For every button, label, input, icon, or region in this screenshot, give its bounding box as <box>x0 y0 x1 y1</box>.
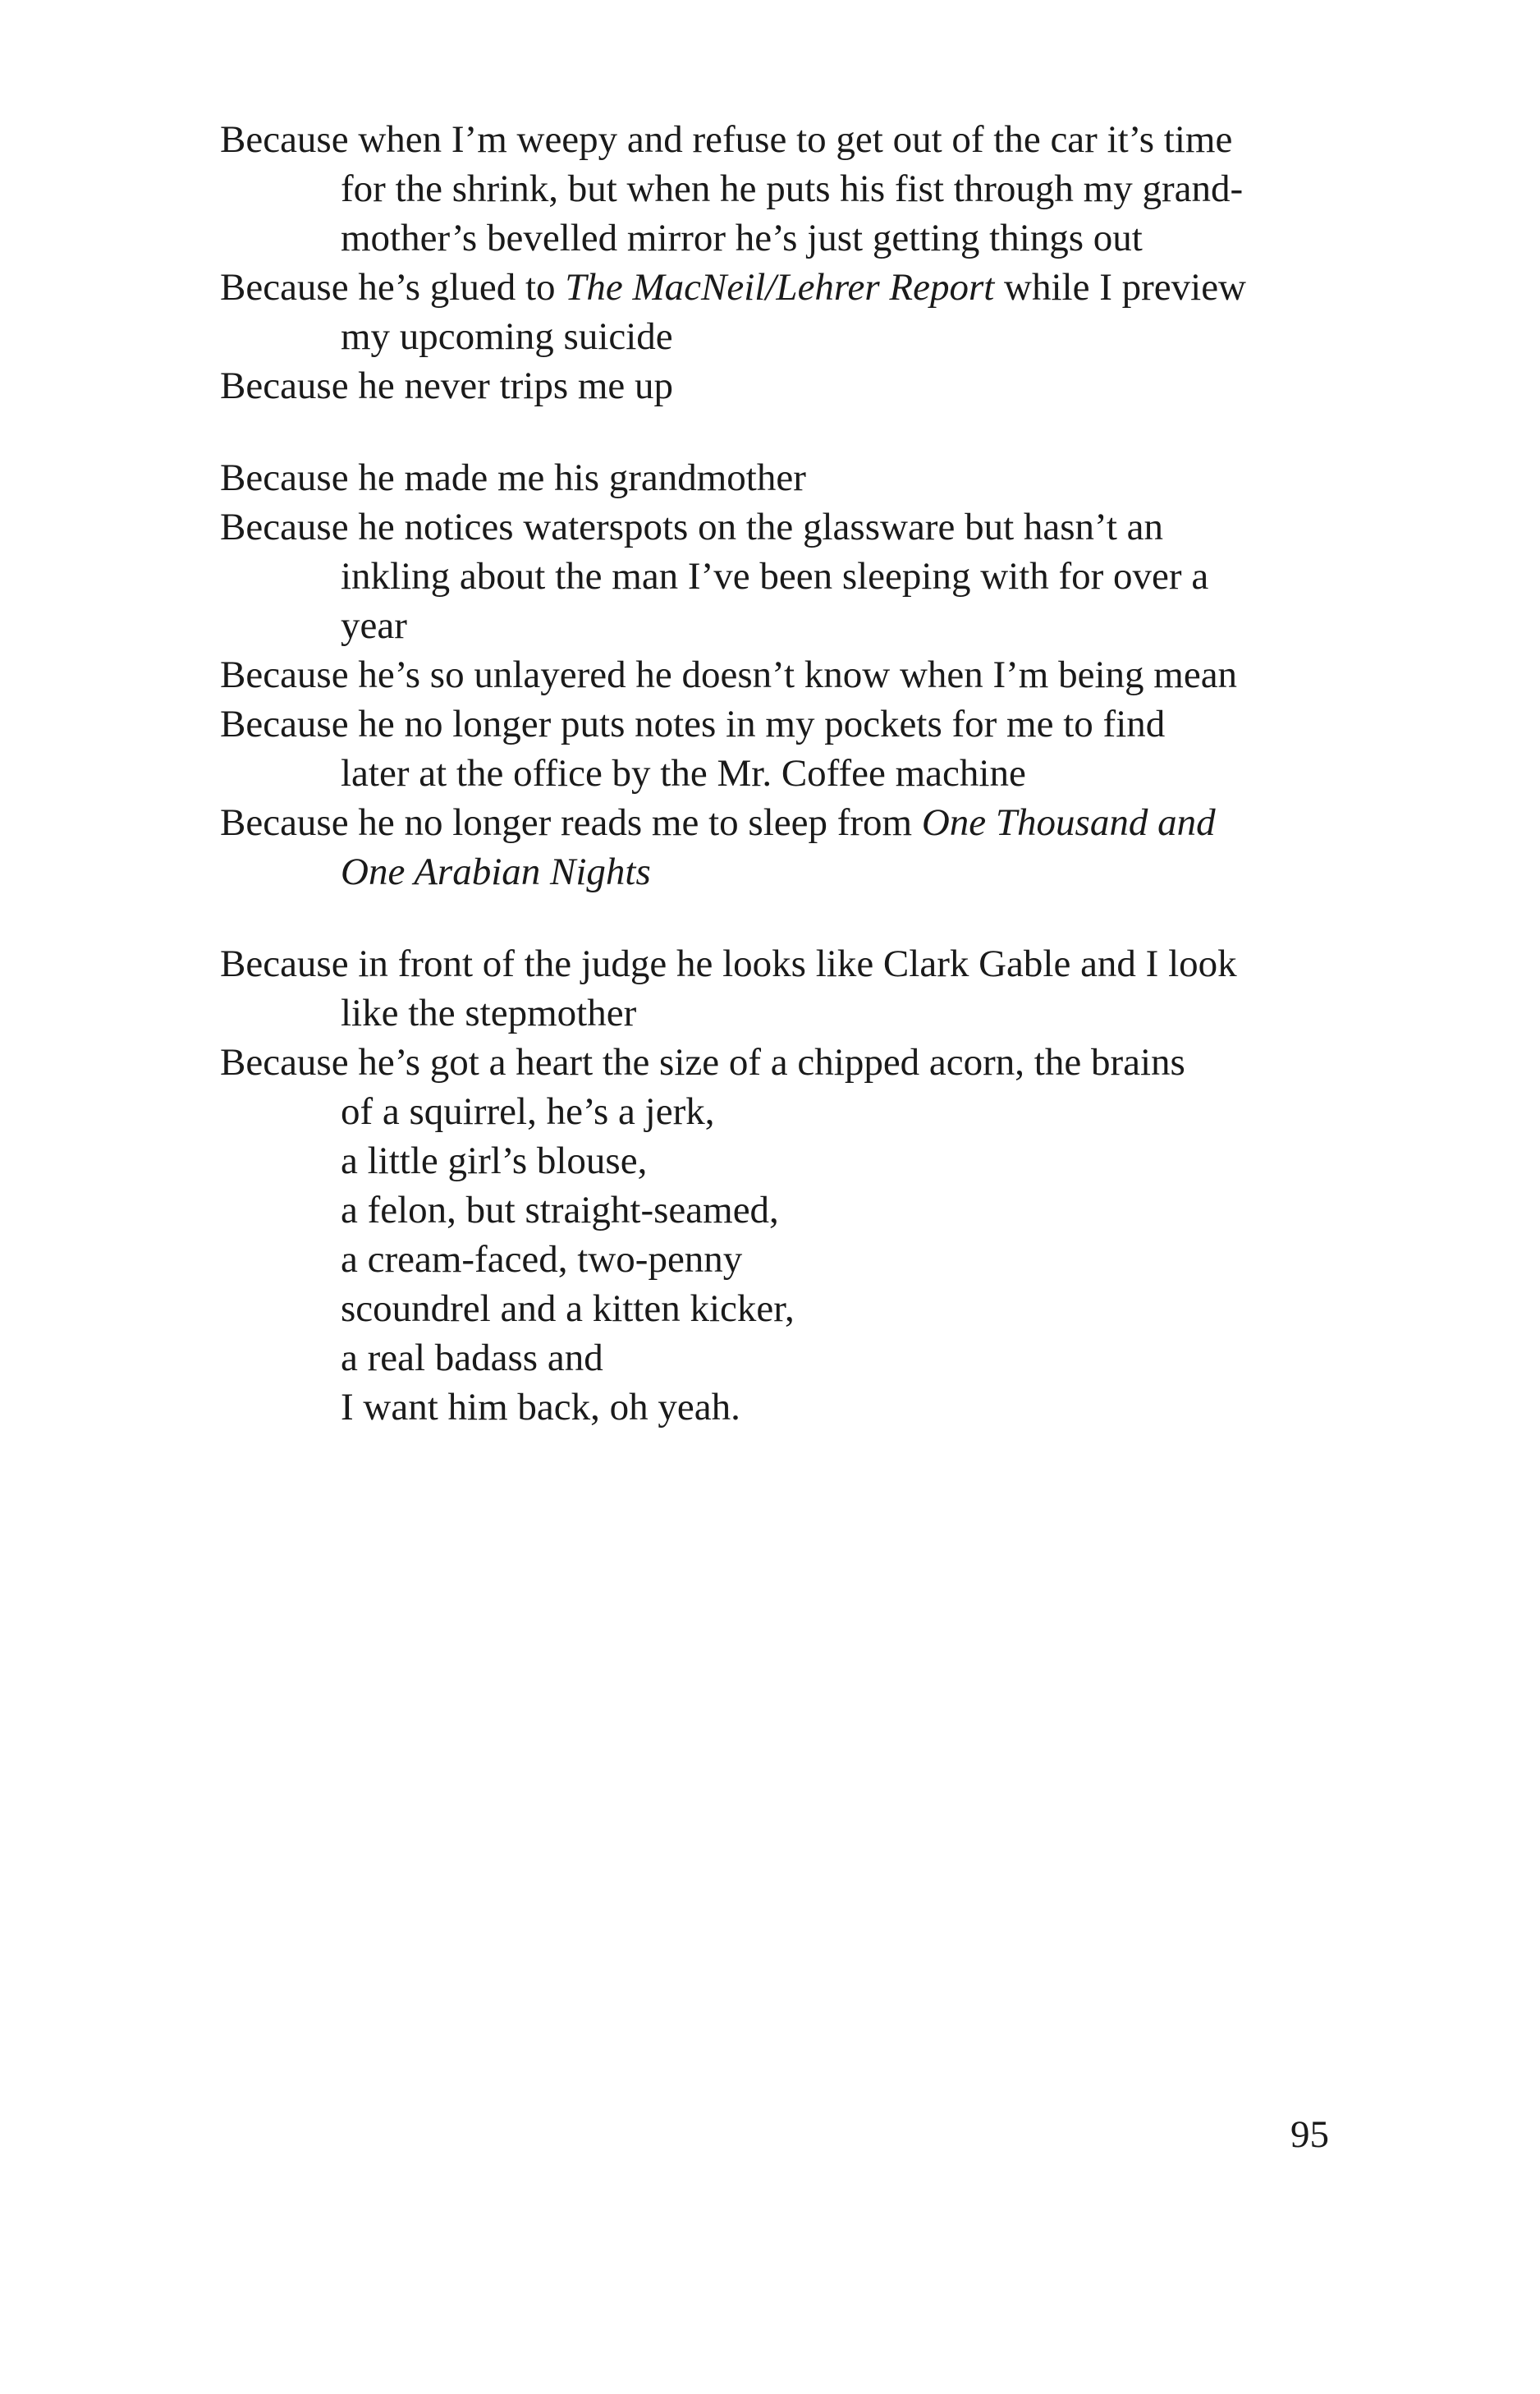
poem-line: Because when I’m weepy and refuse to get out of the car it’s time <box>220 118 1233 161</box>
poem-line: Because in front of the judge he looks like Clark Gable and I look <box>220 942 1237 985</box>
poem-line <box>220 798 1369 847</box>
poem-line: Because he no longer puts notes in my pockets for me to find <box>220 703 1166 745</box>
poem-line-continuation: of a squirrel, he’s a jerk, <box>341 1090 715 1133</box>
poem-line: Because he’s got a heart the size of a chipped acorn, the brains <box>220 1041 1185 1084</box>
poem-line-continuation: mother’s bevelled mirror he’s just getting things out <box>341 217 1143 259</box>
poem-line-continuation: a little girl’s blouse, <box>341 1140 648 1182</box>
poem-body <box>220 115 1369 1432</box>
poem-line: Because he never trips me up <box>220 365 674 407</box>
poem-line <box>220 263 1369 312</box>
page-number: 95 <box>1290 2113 1329 2156</box>
poem-text: while I preview <box>994 266 1246 309</box>
stanza-1 <box>220 115 1369 410</box>
poem-line-continuation: a cream-faced, two-penny <box>341 1238 743 1281</box>
poem-line: Because he notices waterspots on the glassware but hasn’t an <box>220 506 1163 548</box>
book-title-continuation: One Arabian Nights <box>341 851 651 893</box>
poem-line-continuation: a felon, but straight-seamed, <box>341 1189 779 1231</box>
poem-line-continuation: like the stepmother <box>341 992 637 1034</box>
poem-line-continuation: inkling about the man I’ve been sleeping with for over a <box>341 555 1209 598</box>
stanza-3 <box>220 939 1369 1432</box>
poem-line-continuation: later at the office by the Mr. Coffee machine <box>341 752 1026 795</box>
poem-line: Because he’s so unlayered he doesn’t know when I’m being mean <box>220 654 1238 696</box>
poem-line-continuation: for the shrink, but when he puts his fist through my grand- <box>341 167 1244 210</box>
poem-line: Because he made me his grandmother <box>220 456 806 499</box>
poem-text: Because he’s glued to <box>220 266 566 309</box>
stanza-2 <box>220 453 1369 897</box>
poem-line-continuation: my upcoming suicide <box>341 315 673 358</box>
poem-line-continuation: I want him back, oh yeah. <box>341 1386 740 1429</box>
poem-text: Because he no longer reads me to sleep from <box>220 801 922 844</box>
book-title: One Thousand and <box>921 801 1216 844</box>
poem-line-continuation: year <box>341 604 407 647</box>
program-title: The MacNeil/Lehrer Report <box>565 266 995 309</box>
poem-line-continuation: a real badass and <box>341 1337 603 1379</box>
poem-line-continuation: scoundrel and a kitten kicker, <box>341 1287 795 1330</box>
